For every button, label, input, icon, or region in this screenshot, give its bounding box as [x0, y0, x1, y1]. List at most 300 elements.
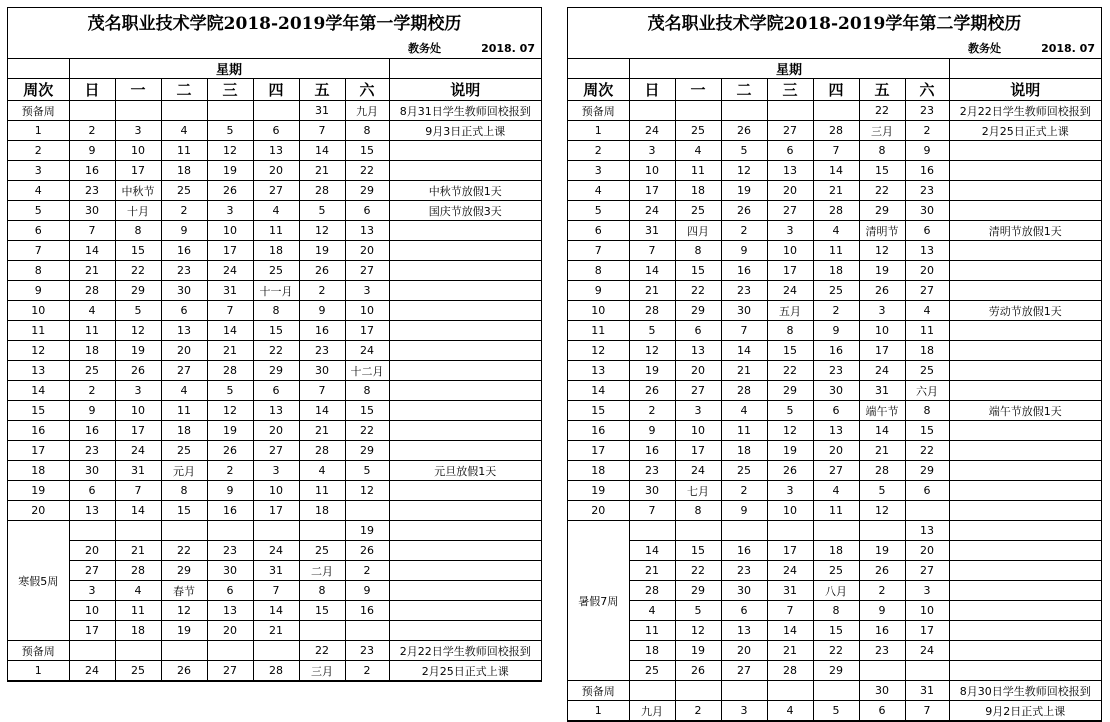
day-cell: 14 [299, 141, 345, 161]
day-cell: 12 [161, 601, 207, 621]
day-cell: 14 [813, 161, 859, 181]
day-cell: 25 [253, 261, 299, 281]
day-cell: 31 [207, 281, 253, 301]
day-cell: 14 [299, 401, 345, 421]
day-cell: 12 [629, 341, 675, 361]
day-cell: 19 [675, 641, 721, 661]
week-row [8, 101, 541, 121]
day-cell: 10 [69, 601, 115, 621]
day-cell: 3 [629, 141, 675, 161]
day-cell: 九月 [629, 701, 675, 721]
day-cell: 16 [721, 261, 767, 281]
week-number: 10 [8, 301, 69, 321]
day-cell: 20 [253, 161, 299, 181]
day-cell: 18 [161, 161, 207, 181]
day-cell: 8 [767, 321, 813, 341]
week-note: 9月3日正式上课 [389, 121, 541, 141]
day-cell: 24 [629, 121, 675, 141]
day-cell: 23 [161, 261, 207, 281]
week-number: 17 [568, 441, 629, 461]
day-cell: 13 [905, 241, 949, 261]
day-cell: 9 [207, 481, 253, 501]
week-column-header: 周次 [568, 79, 629, 101]
day-cell: 24 [253, 541, 299, 561]
day-cell [813, 681, 859, 701]
calendar-first-semester [7, 7, 542, 682]
week-note [949, 201, 1101, 221]
day-cell: 2 [207, 461, 253, 481]
week-number: 2 [568, 141, 629, 161]
day-cell: 7 [299, 381, 345, 401]
day-cell: 23 [859, 641, 905, 661]
day-cell [161, 521, 207, 541]
week-number: 19 [568, 481, 629, 501]
week-row [8, 121, 541, 141]
day-cell [69, 101, 115, 121]
day-cell: 五月 [767, 301, 813, 321]
day-cell: 16 [161, 241, 207, 261]
day-cell: 22 [253, 341, 299, 361]
day-cell: 3 [345, 281, 389, 301]
day-cell: 10 [767, 501, 813, 521]
day-cell: 17 [115, 421, 161, 441]
day-cell: 19 [115, 341, 161, 361]
day-cell: 6 [253, 121, 299, 141]
day-cell [345, 621, 389, 641]
header-blank [949, 59, 1101, 79]
day-cell: 6 [69, 481, 115, 501]
day-cell: 14 [115, 501, 161, 521]
week-number: 11 [568, 321, 629, 341]
day-cell: 27 [675, 381, 721, 401]
day-cell [207, 641, 253, 661]
day-cell: 3 [905, 581, 949, 601]
day-cell: 3 [859, 301, 905, 321]
week-row [568, 301, 1101, 321]
day-cell: 8 [299, 581, 345, 601]
week-row [568, 121, 1101, 141]
day-cell: 28 [207, 361, 253, 381]
day-cell: 11 [675, 161, 721, 181]
day-cell: 15 [345, 401, 389, 421]
day-cell [629, 101, 675, 121]
weekday-header: 日 [69, 79, 115, 101]
day-cell: 十二月 [345, 361, 389, 381]
day-cell: 22 [345, 421, 389, 441]
weekday-header: 四 [253, 79, 299, 101]
week-note [389, 141, 541, 161]
week-number: 7 [568, 241, 629, 261]
day-cell: 9 [345, 581, 389, 601]
day-cell: 三月 [299, 661, 345, 681]
day-cell: 23 [69, 441, 115, 461]
day-cell: 4 [675, 141, 721, 161]
day-cell: 5 [767, 401, 813, 421]
day-cell: 30 [161, 281, 207, 301]
week-number: 19 [8, 481, 69, 501]
week-note [389, 621, 541, 641]
day-cell: 29 [813, 661, 859, 681]
day-cell: 21 [253, 621, 299, 641]
day-cell: 28 [629, 301, 675, 321]
day-cell: 17 [207, 241, 253, 261]
day-cell: 21 [721, 361, 767, 381]
day-cell [253, 521, 299, 541]
day-cell: 27 [721, 661, 767, 681]
day-cell [69, 641, 115, 661]
day-cell: 23 [721, 281, 767, 301]
day-cell: 23 [721, 561, 767, 581]
day-cell: 4 [905, 301, 949, 321]
day-cell [721, 521, 767, 541]
week-row [568, 401, 1101, 421]
day-cell: 12 [675, 621, 721, 641]
day-cell: 11 [813, 501, 859, 521]
day-cell: 27 [905, 561, 949, 581]
day-cell: 13 [345, 221, 389, 241]
day-cell: 26 [299, 261, 345, 281]
week-row [568, 241, 1101, 261]
day-cell: 25 [161, 181, 207, 201]
week-number: 8 [8, 261, 69, 281]
weekday-header: 一 [675, 79, 721, 101]
day-cell [675, 521, 721, 541]
week-note [949, 501, 1101, 521]
weekday-header: 四 [813, 79, 859, 101]
day-cell: 19 [859, 541, 905, 561]
day-cell: 22 [161, 541, 207, 561]
week-number: 13 [8, 361, 69, 381]
week-row [568, 321, 1101, 341]
day-cell: 23 [905, 181, 949, 201]
day-cell: 13 [767, 161, 813, 181]
day-cell: 2 [345, 661, 389, 681]
week-row [8, 661, 541, 681]
day-cell: 13 [721, 621, 767, 641]
day-cell: 9 [721, 501, 767, 521]
day-cell [253, 641, 299, 661]
day-cell: 26 [721, 201, 767, 221]
week-row [568, 181, 1101, 201]
day-cell: 3 [115, 381, 161, 401]
day-cell: 28 [253, 661, 299, 681]
week-note [949, 361, 1101, 381]
week-row [568, 421, 1101, 441]
day-cell: 26 [629, 381, 675, 401]
week-number: 1 [568, 121, 629, 141]
day-cell: 15 [345, 141, 389, 161]
day-cell: 4 [813, 221, 859, 241]
day-cell: 20 [721, 641, 767, 661]
day-cell: 17 [905, 621, 949, 641]
day-cell: 4 [253, 201, 299, 221]
header-row [568, 79, 1101, 101]
day-cell: 21 [115, 541, 161, 561]
day-cell: 10 [345, 301, 389, 321]
day-cell [675, 101, 721, 121]
day-cell: 18 [629, 641, 675, 661]
day-cell: 10 [253, 481, 299, 501]
day-cell: 16 [69, 421, 115, 441]
day-cell: 18 [115, 621, 161, 641]
week-note [389, 441, 541, 461]
day-cell: 13 [161, 321, 207, 341]
day-cell: 元月 [161, 461, 207, 481]
day-cell: 17 [253, 501, 299, 521]
week-note: 端午节放假1天 [949, 401, 1101, 421]
day-cell: 22 [345, 161, 389, 181]
day-cell: 十月 [115, 201, 161, 221]
day-cell: 9 [859, 601, 905, 621]
day-cell: 25 [69, 361, 115, 381]
day-cell: 中秋节 [115, 181, 161, 201]
day-cell: 3 [675, 401, 721, 421]
day-cell: 12 [115, 321, 161, 341]
day-cell: 5 [345, 461, 389, 481]
calendar-table [568, 59, 1101, 721]
calendar-subheader [8, 40, 541, 59]
weekday-header: 六 [345, 79, 389, 101]
week-number: 16 [568, 421, 629, 441]
day-cell: 7 [115, 481, 161, 501]
day-cell: 3 [767, 481, 813, 501]
day-cell: 10 [115, 141, 161, 161]
day-cell: 15 [813, 621, 859, 641]
day-cell: 26 [345, 541, 389, 561]
week-number: 预备周 [8, 101, 69, 121]
weekday-header: 三 [767, 79, 813, 101]
week-row [8, 161, 541, 181]
day-cell: 6 [905, 481, 949, 501]
day-cell: 9 [69, 401, 115, 421]
day-cell: 8 [675, 501, 721, 521]
week-note [949, 341, 1101, 361]
weekday-header: 五 [299, 79, 345, 101]
day-cell: 23 [813, 361, 859, 381]
week-row [568, 201, 1101, 221]
day-cell: 4 [115, 581, 161, 601]
week-row [568, 361, 1101, 381]
day-cell: 30 [69, 461, 115, 481]
day-cell: 24 [345, 341, 389, 361]
day-cell: 20 [675, 361, 721, 381]
day-cell: 5 [299, 201, 345, 221]
day-cell: 25 [813, 281, 859, 301]
day-cell: 20 [905, 541, 949, 561]
day-cell: 25 [675, 121, 721, 141]
day-cell [115, 641, 161, 661]
day-cell: 15 [905, 421, 949, 441]
day-cell: 21 [813, 181, 859, 201]
week-number: 5 [8, 201, 69, 221]
day-cell: 30 [69, 201, 115, 221]
day-cell [629, 521, 675, 541]
day-cell: 28 [629, 581, 675, 601]
day-cell: 15 [253, 321, 299, 341]
day-cell: 22 [675, 281, 721, 301]
day-cell: 25 [675, 201, 721, 221]
day-cell: 14 [721, 341, 767, 361]
day-cell: 6 [859, 701, 905, 721]
day-cell: 8 [859, 141, 905, 161]
day-cell: 12 [767, 421, 813, 441]
day-cell: 2 [629, 401, 675, 421]
week-row [8, 181, 541, 201]
week-note [949, 481, 1101, 501]
day-cell: 27 [767, 201, 813, 221]
day-cell: 17 [69, 621, 115, 641]
day-cell: 7 [629, 241, 675, 261]
day-cell: 7 [721, 321, 767, 341]
vacation-row [568, 601, 1101, 621]
day-cell: 21 [69, 261, 115, 281]
day-cell: 12 [299, 221, 345, 241]
week-note [949, 261, 1101, 281]
day-cell: 27 [69, 561, 115, 581]
day-cell: 30 [207, 561, 253, 581]
vacation-row [568, 581, 1101, 601]
week-number: 15 [568, 401, 629, 421]
week-row [8, 261, 541, 281]
issuer-office: 教务处 [408, 42, 441, 55]
day-cell: 清明节 [859, 221, 905, 241]
week-column-header: 周次 [8, 79, 69, 101]
day-cell: 14 [69, 241, 115, 261]
day-cell [813, 521, 859, 541]
day-cell: 三月 [859, 121, 905, 141]
week-row [568, 461, 1101, 481]
day-cell: 31 [115, 461, 161, 481]
day-cell: 2 [721, 221, 767, 241]
day-cell: 春节 [161, 581, 207, 601]
day-cell: 25 [161, 441, 207, 461]
day-cell: 31 [253, 561, 299, 581]
calendar-body [568, 59, 1101, 721]
day-cell: 8 [813, 601, 859, 621]
day-cell: 12 [345, 481, 389, 501]
day-cell: 20 [207, 621, 253, 641]
week-number: 6 [568, 221, 629, 241]
day-cell: 28 [813, 121, 859, 141]
week-note [389, 321, 541, 341]
week-row [8, 321, 541, 341]
vacation-row [8, 521, 541, 541]
day-cell: 11 [69, 321, 115, 341]
week-number: 2 [8, 141, 69, 161]
day-cell: 15 [675, 261, 721, 281]
day-cell: 10 [207, 221, 253, 241]
day-cell: 2 [675, 701, 721, 721]
week-note: 劳动节放假1天 [949, 301, 1101, 321]
week-note [389, 401, 541, 421]
day-cell: 六月 [905, 381, 949, 401]
week-number: 9 [568, 281, 629, 301]
day-cell: 10 [767, 241, 813, 261]
day-cell [115, 521, 161, 541]
day-cell: 4 [161, 381, 207, 401]
day-cell: 12 [721, 161, 767, 181]
week-note [949, 281, 1101, 301]
day-cell: 28 [299, 441, 345, 461]
week-row [568, 481, 1101, 501]
day-cell: 24 [905, 641, 949, 661]
day-cell: 22 [859, 101, 905, 121]
day-cell: 18 [813, 261, 859, 281]
day-cell [721, 681, 767, 701]
day-cell: 6 [767, 141, 813, 161]
week-note [389, 221, 541, 241]
week-note: 2月22日学生教师回校报到 [389, 641, 541, 661]
day-cell: 3 [767, 221, 813, 241]
day-cell: 24 [207, 261, 253, 281]
day-cell: 16 [299, 321, 345, 341]
week-note [389, 341, 541, 361]
day-cell: 8 [161, 481, 207, 501]
day-cell: 4 [721, 401, 767, 421]
header-blank [568, 59, 629, 79]
day-cell: 8 [345, 381, 389, 401]
day-cell: 20 [69, 541, 115, 561]
day-cell [767, 681, 813, 701]
day-cell: 27 [813, 461, 859, 481]
day-cell: 9 [721, 241, 767, 261]
day-cell: 19 [161, 621, 207, 641]
vacation-row [568, 541, 1101, 561]
week-note [949, 561, 1101, 581]
week-note: 8月30日学生教师回校报到 [949, 681, 1101, 701]
day-cell: 7 [69, 221, 115, 241]
day-cell: 23 [345, 641, 389, 661]
day-cell [767, 521, 813, 541]
week-row [8, 241, 541, 261]
day-cell: 15 [299, 601, 345, 621]
week-number: 20 [8, 501, 69, 521]
day-cell: 20 [253, 421, 299, 441]
day-cell [905, 501, 949, 521]
calendar-title: 茂名职业技术学院2018-2019学年第一学期校历 [87, 14, 462, 34]
week-note [389, 301, 541, 321]
day-cell: 9 [299, 301, 345, 321]
day-cell [813, 101, 859, 121]
week-row [8, 281, 541, 301]
week-note [389, 361, 541, 381]
day-cell: 30 [721, 581, 767, 601]
day-cell: 11 [905, 321, 949, 341]
week-number: 11 [8, 321, 69, 341]
week-note [389, 261, 541, 281]
day-cell [207, 101, 253, 121]
day-cell: 21 [299, 161, 345, 181]
day-cell: 27 [253, 181, 299, 201]
day-cell: 5 [629, 321, 675, 341]
day-cell: 28 [115, 561, 161, 581]
day-cell: 17 [345, 321, 389, 341]
week-note [389, 501, 541, 521]
day-cell: 27 [207, 661, 253, 681]
day-cell: 12 [207, 401, 253, 421]
day-cell: 二月 [299, 561, 345, 581]
day-cell: 13 [253, 401, 299, 421]
week-note [949, 661, 1101, 681]
week-row [8, 341, 541, 361]
day-cell: 31 [767, 581, 813, 601]
week-row [8, 201, 541, 221]
week-row [568, 341, 1101, 361]
week-number: 8 [568, 261, 629, 281]
day-cell: 4 [629, 601, 675, 621]
day-cell: 18 [813, 541, 859, 561]
day-cell: 28 [813, 201, 859, 221]
